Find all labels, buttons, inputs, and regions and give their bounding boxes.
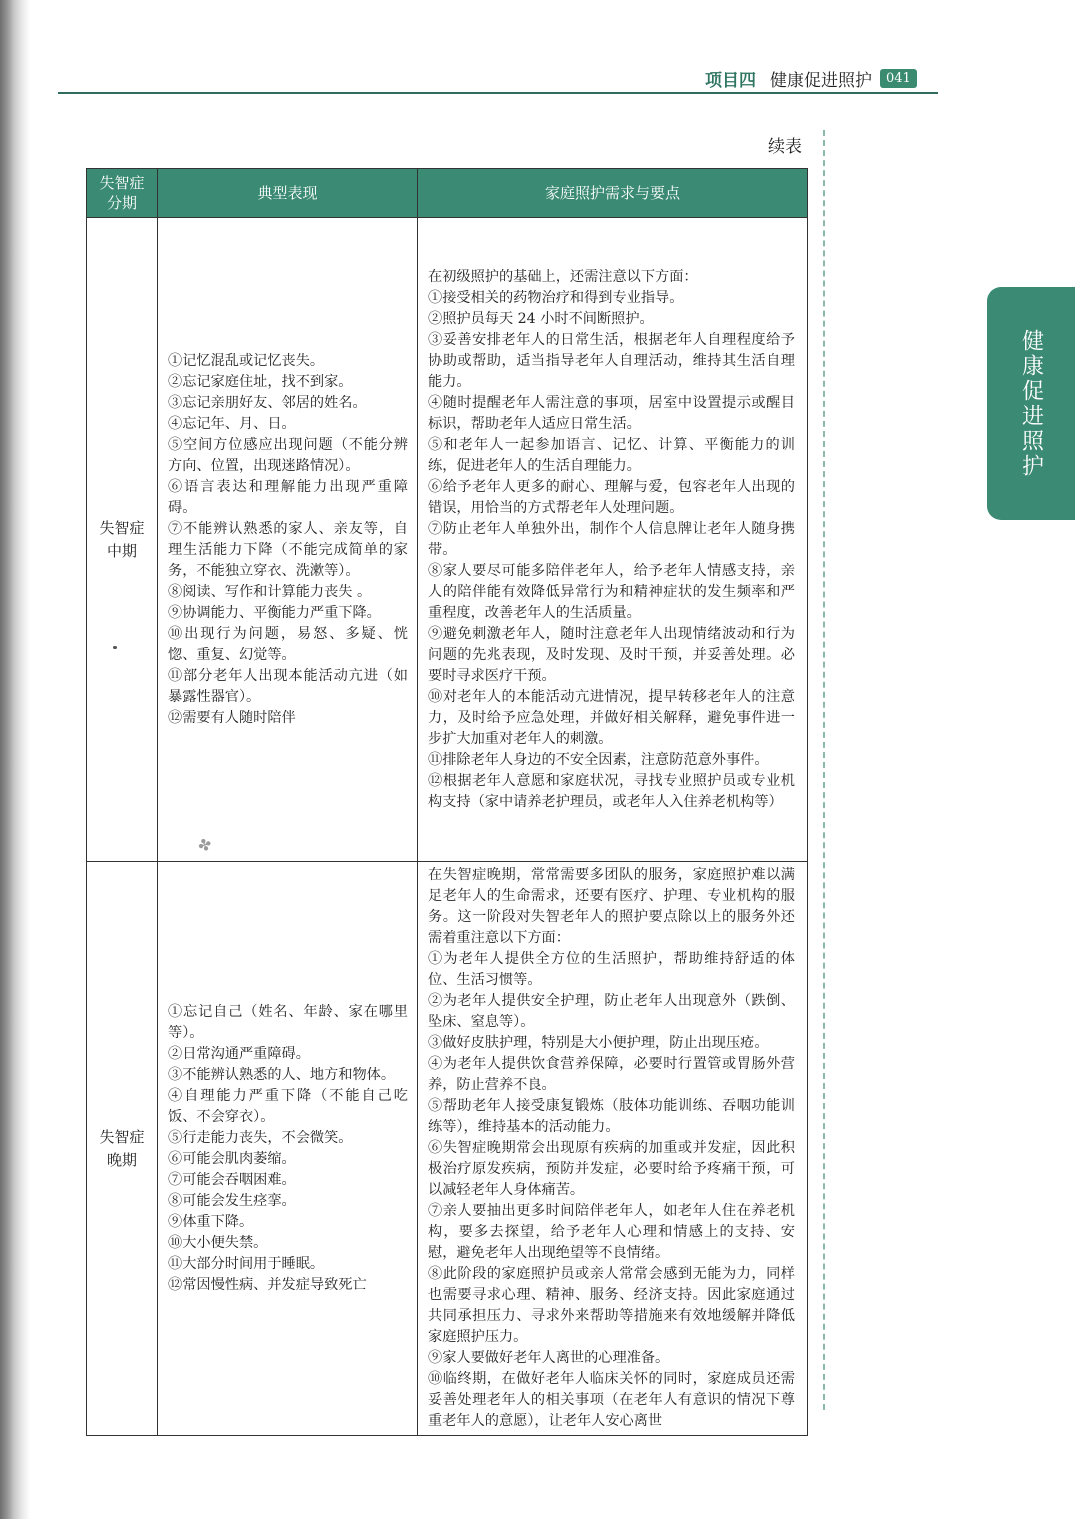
symptom-item: ⑨体重下降。 xyxy=(168,1213,254,1230)
header-symptoms: 典型表现 xyxy=(158,169,418,218)
symptom-item: ⑦不能辨认熟悉的家人、亲友等，自理生活能力下降（不能完成简单的家务，不能独立穿衣、洗漱等）。 xyxy=(168,520,408,579)
dementia-care-table xyxy=(86,168,808,1436)
care-item: ⑦亲人要抽出更多时间陪伴老年人，如老年人住在养老机构，要多去探望，给予老年人心理和情感上的支持、安慰，避免老年人出现绝望等不良情绪。 xyxy=(428,1203,795,1261)
care-item: ⑤帮助老年人接受康复锻炼（肢体功能训练、吞咽功能训练等），维持基本的活动能力。 xyxy=(428,1098,795,1135)
symptom-item: ⑪部分老年人出现本能活动亢进（如暴露性器官）。 xyxy=(168,667,408,705)
symptom-item: ④自理能力严重下降（不能自己吃饭、不会穿衣）。 xyxy=(168,1087,408,1125)
table-row xyxy=(87,218,808,862)
symptom-item: ⑥可能会肌肉萎缩。 xyxy=(168,1150,296,1167)
stage-cell xyxy=(87,862,158,1436)
running-header xyxy=(705,66,917,90)
care-item: ①为老年人提供全方位的生活照护，帮助维持舒适的体位、生活习惯等。 xyxy=(428,951,795,988)
care-item: ③妥善安排老年人的日常生活，根据老年人自理程度给予协助或帮助，适当指导老年人自理活动，维持其生活自理能力。 xyxy=(428,331,795,390)
symptom-item: ⑧阅读、写作和计算能力丧失 。 xyxy=(168,583,372,600)
symptom-item: ①记忆混乱或记忆丧失。 xyxy=(168,352,325,369)
care-item: ⑦防止老年人单独外出，制作个人信息牌让老年人随身携带。 xyxy=(428,520,795,558)
scan-speck xyxy=(113,646,117,649)
symptom-item: ⑫需要有人随时陪伴 xyxy=(168,709,296,726)
symptoms-cell xyxy=(158,218,418,862)
care-cell xyxy=(418,862,808,1436)
header-rule xyxy=(58,92,938,94)
symptom-item: ⑫常因慢性病、并发症导致死亡 xyxy=(168,1276,367,1293)
care-item: ②照护员每天 24 小时不间断照护。 xyxy=(428,310,654,327)
care-item: 在失智症晚期，常常需要多团队的服务，家庭照护难以满足老年人的生命需求，还要有医疗、护理、专业机构的服务。这一阶段对失智老年人的照护要点除以上的服务外还需着重注意以下方面： xyxy=(428,867,795,946)
header-stage: 失智症分期 xyxy=(87,169,158,218)
table-header-row xyxy=(87,169,808,218)
care-item: ⑤和老年人一起参加语言、记忆、计算、平衡能力的训练，促进老年人的生活自理能力。 xyxy=(428,436,795,474)
symptom-item: ⑩大小便失禁。 xyxy=(168,1234,268,1251)
table-row xyxy=(87,862,808,1436)
symptom-item: ②忘记家庭住址，找不到家。 xyxy=(168,373,353,390)
care-item: ①接受相关的药物治疗和得到专业指导。 xyxy=(428,289,684,306)
care-item: ⑪排除老年人身边的不安全因素，注意防范意外事件。 xyxy=(428,751,769,768)
care-item: ⑧家人要尽可能多陪伴老年人，给予老年人情感支持，亲人的陪伴能有效降低异常行为和精神症状的发生频率和严重程度，改善老年人的生活质量。 xyxy=(428,562,795,621)
symptom-item: ②日常沟通严重障碍。 xyxy=(168,1045,310,1062)
care-item: 在初级照护的基础上，还需注意以下方面： xyxy=(428,268,698,285)
care-item: ③做好皮肤护理，特别是大小便护理，防止出现压疮。 xyxy=(428,1035,769,1051)
care-item: ⑥失智症晚期常会出现原有疾病的加重或并发症，因此积极治疗原发疾病，预防并发症，必要时给予疼痛干预，可以减轻老年人身体痛苦。 xyxy=(428,1140,795,1198)
care-item: ⑩临终期，在做好老年人临床关怀的同时，家庭成员还需妥善处理老年人的相关事项（在老年人有意识的情况下尊重老年人的意愿），让老年人安心离世 xyxy=(428,1371,795,1429)
symptom-item: ⑤空间方位感应出现问题（不能分辨方向、位置，出现迷路情况）。 xyxy=(168,436,408,474)
stage-cell xyxy=(87,218,158,862)
book-spine-shadow xyxy=(0,0,30,1519)
symptoms-cell xyxy=(158,862,418,1436)
chapter-side-tab xyxy=(987,287,1075,520)
stage-label: 失智症晚期 xyxy=(99,1127,145,1169)
continued-label: 续表 xyxy=(768,137,802,157)
symptom-item: ⑦可能会吞咽困难。 xyxy=(168,1171,296,1188)
symptom-item: ③忘记亲朋好友、邻居的姓名。 xyxy=(168,394,367,411)
care-cell xyxy=(418,218,808,862)
header-title: 健康促进照护 xyxy=(770,70,872,91)
header-project: 项目四 xyxy=(705,70,756,91)
care-item: ②为老年人提供安全护理，防止老年人出现意外（跌倒、坠床、窒息等）。 xyxy=(428,993,795,1030)
care-item: ⑨家人要做好老年人离世的心理准备。 xyxy=(428,1350,670,1366)
side-tab-label: 健康促进照护 xyxy=(1018,328,1044,479)
symptom-item: ⑪大部分时间用于睡眠。 xyxy=(168,1255,325,1272)
symptom-item: ⑩出现行为问题，易怒、多疑、恍惚、重复、幻觉等。 xyxy=(168,625,408,663)
symptom-item: ③不能辨认熟悉的人、地方和物体。 xyxy=(168,1066,396,1083)
care-item: ⑧此阶段的家庭照护员或亲人常常会感到无能为力，同样也需要寻求心理、精神、服务、经济支持。因此家庭通过共同承担压力、寻求外来帮助等措施来有效地缓解并降低家庭照护压力。 xyxy=(428,1266,795,1345)
symptom-item: ⑨协调能力、平衡能力严重下降。 xyxy=(168,604,381,621)
symptom-item: ④忘记年、月、日。 xyxy=(168,415,296,432)
care-item: ④为老年人提供饮食营养保障，必要时行置管或胃肠外营养，防止营养不良。 xyxy=(428,1056,795,1093)
care-item: ⑥给予老年人更多的耐心、理解与爱，包容老年人出现的错误，用恰当的方式帮老年人处理问题。 xyxy=(428,478,795,516)
header-care: 家庭照护需求与要点 xyxy=(418,169,808,218)
symptom-item: ⑧可能会发生痉挛。 xyxy=(168,1192,296,1209)
care-item: ⑩对老年人的本能活动亢进情况，提早转移老年人的注意力，及时给予应急处理，并做好相关解释，避免事件进一步扩大加重对老年人的刺激。 xyxy=(428,688,795,747)
scan-smudge: ✤ xyxy=(195,833,215,857)
care-item: ④随时提醒老年人需注意的事项，居室中设置提示或醒目标识，帮助老年人适应日常生活。 xyxy=(428,394,795,432)
care-item: ⑨避免刺激老年人，随时注意老年人出现情绪波动和行为问题的先兆表现，及时发现、及时干预，并妥善处理。必要时寻求医疗干预。 xyxy=(428,625,795,684)
page-number-badge: 041 xyxy=(880,69,917,88)
care-item: ⑫根据老年人意愿和家庭状况，寻找专业照护员或专业机构支持（家中请养老护理员，或老年人入住养老机构等） xyxy=(428,772,795,810)
symptom-item: ⑤行走能力丧失，不会微笑。 xyxy=(168,1129,353,1146)
margin-dashed-line xyxy=(823,130,825,1410)
symptom-item: ①忘记自己（姓名、年龄、家在哪里等）。 xyxy=(168,1003,408,1041)
symptom-item: ⑥语言表达和理解能力出现严重障碍。 xyxy=(168,478,408,516)
stage-label: 失智症中期 xyxy=(99,518,145,560)
